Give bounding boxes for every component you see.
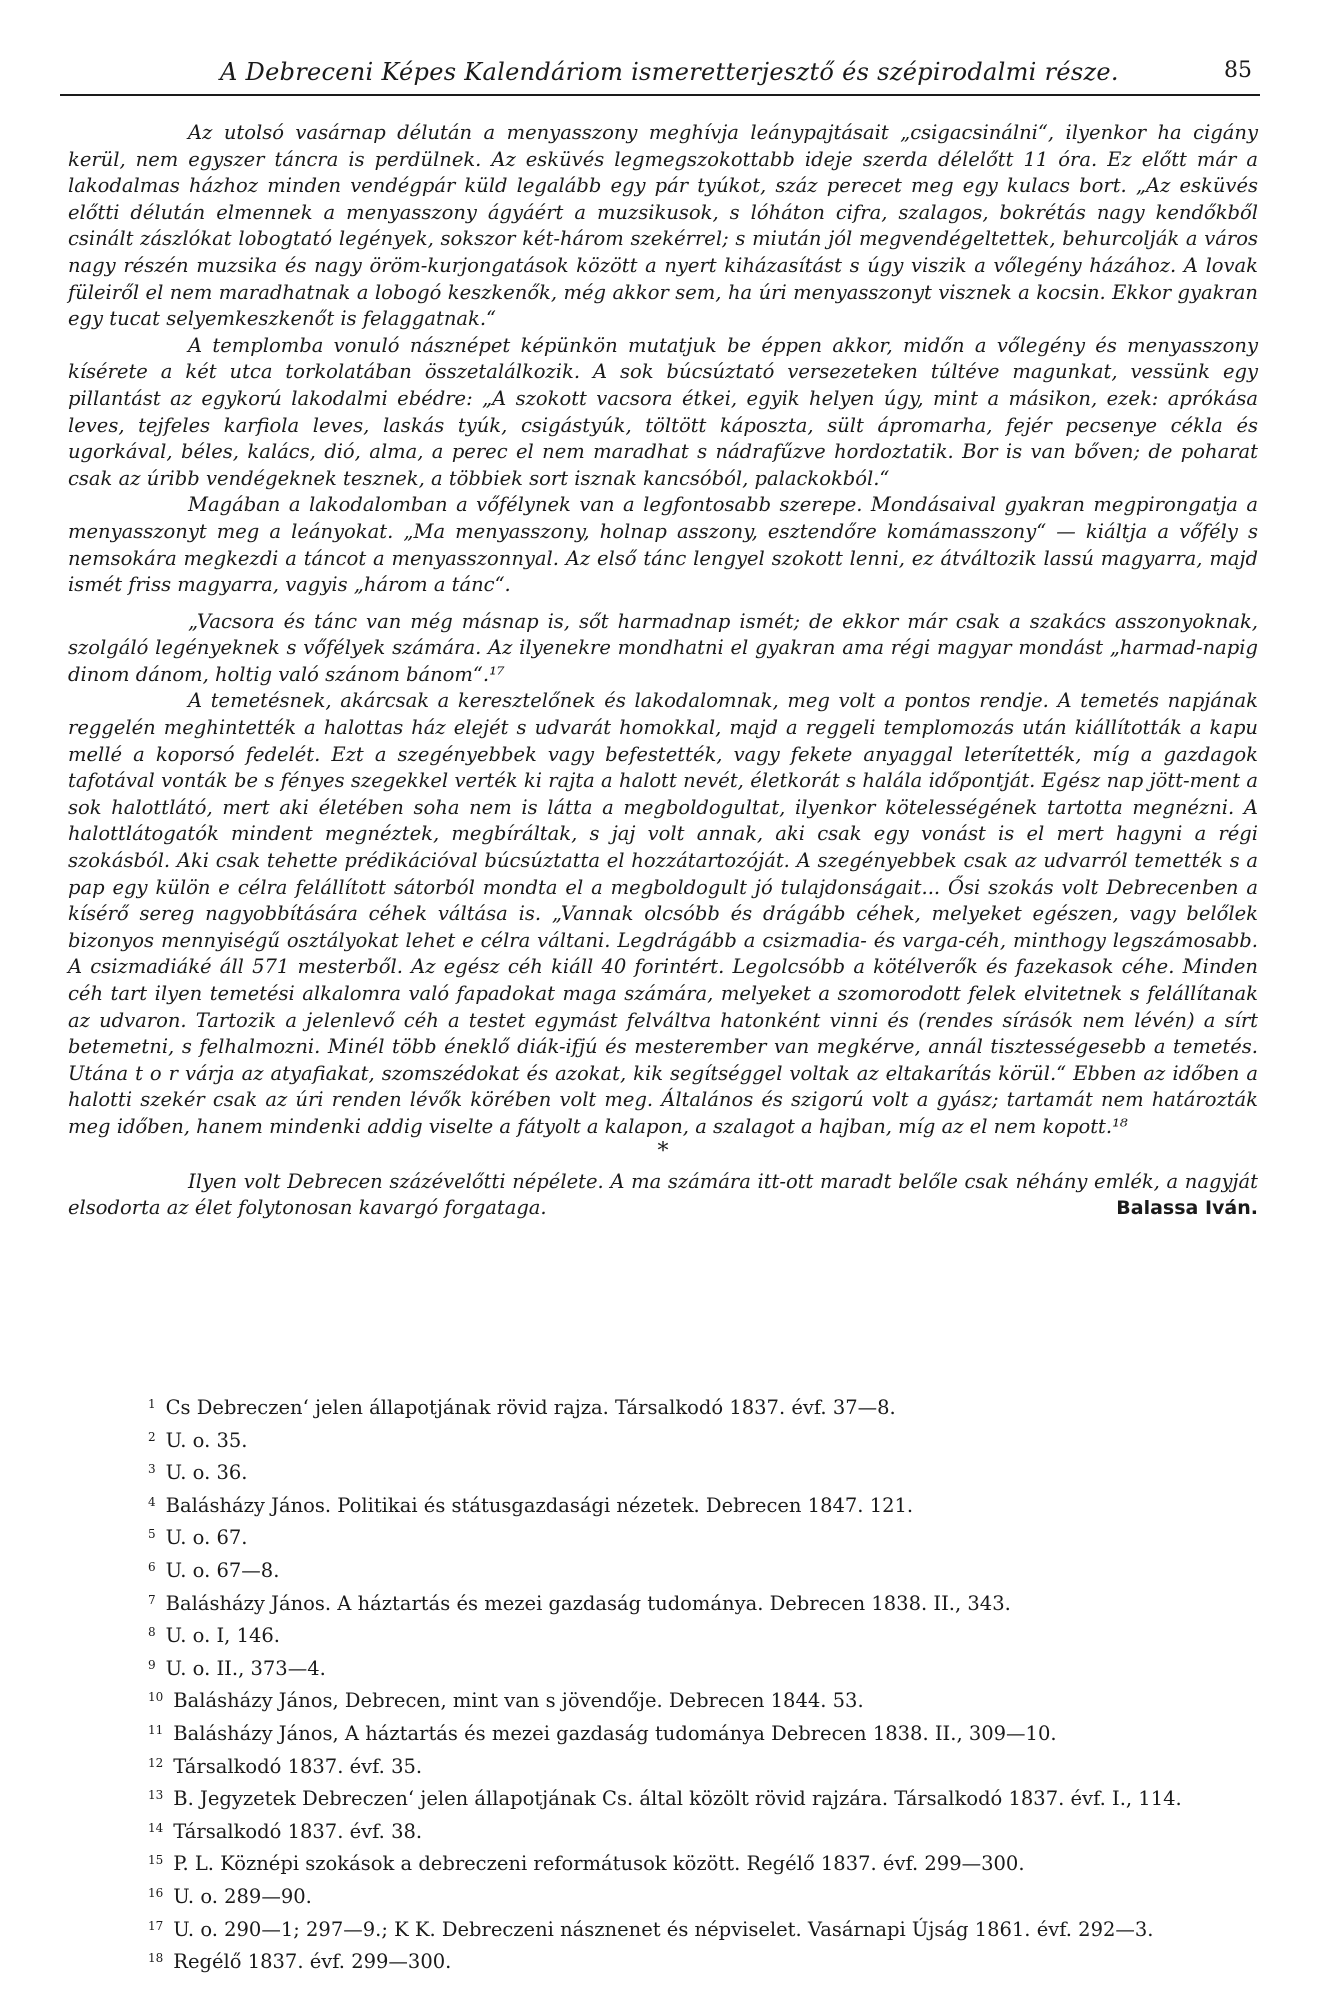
footnote-number: 2 — [148, 1429, 156, 1444]
footnote-number: 18 — [148, 1951, 164, 1966]
footnote-number: 8 — [148, 1625, 156, 1640]
footnote-number: 15 — [148, 1853, 164, 1868]
footnote — [68, 1618, 1258, 1651]
footnote — [68, 1879, 1258, 1912]
author-signature: Balassa Iván. — [1116, 1197, 1258, 1220]
footnote-number: 9 — [148, 1657, 156, 1672]
footnote-text: Regélő 1837. évf. 299—300. — [173, 1950, 452, 1974]
paragraph: Az utolsó vasárnap délután a menyasszony meghívja leánypajtásait „csigacsinálni“, ilyenkor ha cigány kerül, nem egyszer táncra is perdülnek. Az esküvés legmegszokottabb ideje szerda délelőtt 11 óra. Ez előtt már a lakodalmas házhoz minden vendégpár küld legalább egy pár tyúkot, száz perecet meg egy kulacs bort. „Az esküvés előtti délután elmennek a menyasszony ágyáért a muzsikusok, s lóháton cifra, szalagos, bokrétás nagy kendőkből csinált zászlókat lobogtató legények, sokszor két-három szekérrel; s miután jól megvendégeltettek, behurcolják a város nagy részén muzsika és nagy öröm-kurjongatások között a nyert kiházasítást s úgy viszik a vőlegény házához. A lovak füleiről el nem maradhatnak a lobogó keszkenők, még akkor sem, ha úri menyasszonyt visznek a kocsin. Ekkor gyakran egy tucat selyemkeszkenőt is felaggatnak.“ — [68, 121, 1258, 331]
footnote-text: P. L. Köznépi szokások a debreczeni reformátusok között. Regélő 1837. évf. 299—300. — [173, 1852, 1025, 1876]
footnote — [68, 1716, 1258, 1749]
footnote-text: Balásházy János, Debrecen, mint van s jövendője. Debrecen 1844. 53. — [173, 1689, 864, 1713]
footnote-number: 10 — [148, 1690, 164, 1705]
footnote-number: 7 — [148, 1592, 156, 1607]
footnote — [68, 1846, 1258, 1879]
closing-text: Ilyen volt Debrecen százévelőtti népélete. A ma számára itt-ott maradt belőle csak néhány emlék, a nagyját elsodorta az élet folytonosan kavargó forgataga. — [68, 1169, 1258, 1220]
article-body — [68, 120, 1258, 1222]
footnote — [68, 1455, 1258, 1488]
footnote — [68, 1553, 1258, 1586]
footnote-text: Cs Debreczen‘ jelen állapotjának rövid rajza. Társalkodó 1837. évf. 37—8. — [165, 1396, 896, 1419]
footnote-text: U. o. 290—1; 297—9.; K K. Debreczeni násznenet és népviselet. Vasárnapi Újság 1861. évf. 292—3. — [173, 1917, 1154, 1941]
footnote — [68, 1390, 1258, 1423]
footnote-number: 11 — [148, 1722, 164, 1737]
footnotes — [68, 1390, 1258, 1977]
footnote — [68, 1520, 1258, 1553]
paragraph: Magában a lakodalomban a vőfélynek van a legfontosabb szerepe. Mondásaival gyakran megpirongatja a menyasszonyt meg a leányokat. „Ma menyasszony, holnap asszony, esztendőre komámasszony“ — kiáltja a vőfély s nemsokára megkezdi a táncot a menyasszonnyal. Az első tánc lengyel szokott lenni, ez átváltozik lassú magyarra, majd ismét friss magyarra, vagyis „három a tánc“. — [68, 493, 1258, 597]
footnote-text: B. Jegyzetek Debreczen‘ jelen állapotjának Cs. által közölt rövid rajzára. Társalkodó 1837. évf. I., 114. — [173, 1787, 1182, 1811]
footnote-number: 1 — [148, 1397, 156, 1411]
footnote-text: Balásházy János. Politikai és státusgazdasági nézetek. Debrecen 1847. 121. — [165, 1493, 914, 1517]
footnote-text: U. o. 67. — [165, 1526, 248, 1550]
footnote-number: 4 — [148, 1494, 156, 1509]
footnote-number: 5 — [148, 1527, 156, 1542]
footnote-text: U. o. 35. — [165, 1428, 248, 1452]
footnote — [68, 1781, 1258, 1814]
footnote-text: Balásházy János. A háztartás és mezei gazdaság tudománya. Debrecen 1838. II., 343. — [165, 1591, 1011, 1615]
paragraph: „Vacsora és tánc van még másnap is, sőt harmadnap ismét; de ekkor már csak a szakács asszonyoknak, szolgáló legényeknek s vőfélyek számára. Az ilyenekre mondhatni el gyakran ama régi magyar mondást „harmad-napig dinom dánom, holtig való szánom bánom“.¹⁷ — [68, 609, 1258, 686]
footnote — [68, 1912, 1258, 1945]
running-title: A Debreceni Képes Kalendáriom ismeretterjesztő és szépirodalmi része. — [220, 58, 1119, 86]
footnote-text: U. o. 289—90. — [173, 1884, 312, 1908]
footnote — [68, 1683, 1258, 1716]
running-header — [60, 50, 1260, 96]
footnote-text: U. o. 36. — [165, 1461, 248, 1485]
footnote-number: 17 — [148, 1918, 164, 1933]
footnote-number: 16 — [148, 1885, 164, 1900]
footnote — [68, 1749, 1258, 1782]
footnote — [68, 1814, 1258, 1847]
footnote-number: 3 — [148, 1462, 156, 1477]
footnote-text: Balásházy János, A háztartás és mezei gazdaság tudománya Debrecen 1838. II., 309—10. — [173, 1721, 1057, 1745]
paragraph: A temetésnek, akárcsak a keresztelőnek és lakodalomnak, meg volt a pontos rendje. A temetés napjának reggelén meghintették a halottas ház elejét s udvarát homokkal, majd a reggeli templomozás után kiállították a kapu mellé a koporsó fedelét. Ezt a szegényebbek vagy befestették, vagy fekete anyaggal leterítették, míg a gazdagok tafotával vonták be s fényes szegekkel verték ki rajta a halott nevét, életkorát s halála időpontját. Egész nap jött-ment a sok halottlátó, mert aki életében soha nem is látta a megboldogultat, ilyenkor kötelességének tartotta megnézni. A halottlátogatók mindent megnéztek, megbíráltak, s jaj volt annak, aki csak egy vonást is el mert hagyni a régi szokásból. Aki csak tehette prédikációval búcsúztatta el hozzátartozóját. A szegényebbek csak az udvarról temették s a pap egy külön e célra felállított sátorból mondta el a megboldogult jó tulajdonságait... Ősi szokás volt Debrecenben a kísérő sereg nagyobbítására céhek váltása is. „Vannak olcsóbb és drágább céhek, melyeket egészen, vagy belőlek bizonyos mennyiségű osztályokat lehet e célra váltani. Legdrágább a csizmadia- és varga-céh, minthogy legszámosabb. A csizmadiáké áll 571 mesterből. Az egész céh kiáll 40 forintért. Legolcsóbb a kötélverők és fazekasok céhe. Minden céh tart ilyen temetési alkalomra való fapadokat maga számára, melyeket a szomorodott felek elvitetnek s felállítanak az udvaron. Tartozik a jelenlevő céh a testet egymást felváltva hatonként vinni és (rendes sírásók nem lévén) a sírt betemetni, s felhalmozni. Minél több éneklő diák-ifjú és mesterember van megkérve, annál tisztességesebb a temetés. Utána t o r várja az atyafiakat, szomszédokat és azokat, kik segítséggel voltak az eltakarítás körül.“ Ebben az időben a halotti szekér csak az úri renden lévők körében volt meg. Általános és szigorú volt a gyász; tartamát nem határozták meg időben, hanem mindenki addig viselte a fátyolt a kalapon, a szalagot a hajban, míg az el nem kopott.¹⁸ — [68, 689, 1258, 1138]
footnote-text: U. o. II., 373—4. — [165, 1656, 326, 1680]
footnote — [68, 1488, 1258, 1521]
footnote — [68, 1423, 1258, 1456]
footnote-number: 12 — [148, 1755, 164, 1770]
footnote-number: 14 — [148, 1820, 164, 1835]
footnote-text: Társalkodó 1837. évf. 38. — [173, 1819, 423, 1843]
footnote-text: Társalkodó 1837. évf. 35. — [173, 1754, 423, 1778]
footnote — [68, 1651, 1258, 1684]
closing-paragraph — [68, 1169, 1258, 1222]
page-number: 85 — [1224, 58, 1252, 83]
footnote — [68, 1944, 1258, 1977]
footnote — [68, 1586, 1258, 1619]
footnote-text: U. o. I, 146. — [165, 1624, 280, 1648]
paragraph: A templomba vonuló násznépet képünkön mutatjuk be éppen akkor, midőn a vőlegény és menyasszony kísérete a két utca torkolatában összetalálkozik. A sok búcsúztató versezeteken túltéve magunkat, vessünk egy pillantást az egykorú lakodalmi ebédre: „A szokott vacsora étkei, egyik helyen úgy, mint a másikon, ezek: aprókása leves, tejfeles karfiola leves, laskás tyúk, csigástyúk, töltött káposzta, sült ápromarha, fejér pecsenye cékla és ugorkával, béles, kalács, dió, alma, a perec el nem maradhat s nádrafűzve hordoztatik. Bor is van bőven; de poharat csak az úribb vendégeknek tesznek, a többiek sort isznak kancsóból, palackokból.“ — [68, 333, 1258, 490]
footnote-number: 6 — [148, 1559, 156, 1574]
footnote-text: U. o. 67—8. — [165, 1558, 280, 1582]
footnote-number: 13 — [148, 1788, 164, 1803]
section-separator: * — [657, 1138, 669, 1164]
